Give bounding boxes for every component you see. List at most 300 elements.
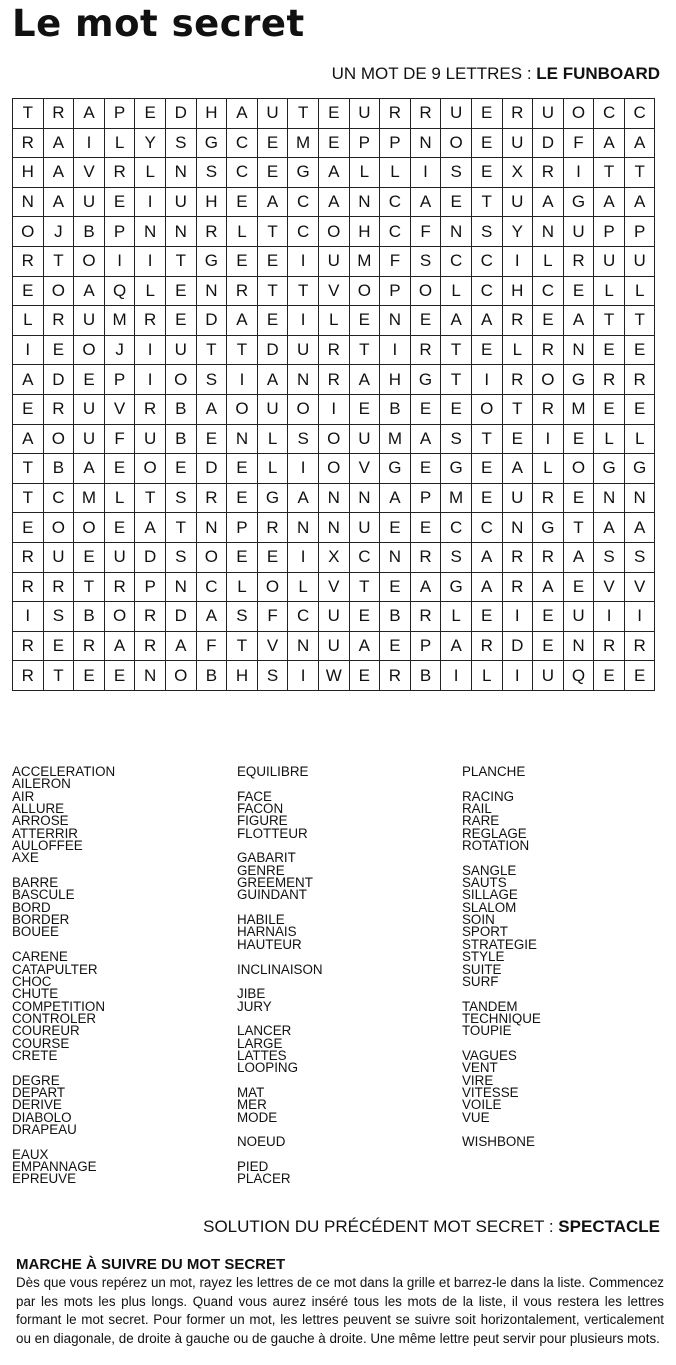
grid-cell[interactable]: E	[594, 335, 625, 365]
grid-cell[interactable]: N	[227, 424, 258, 454]
grid-cell[interactable]: D	[196, 454, 227, 484]
word-list-item[interactable]: MER	[237, 1097, 267, 1113]
grid-cell[interactable]: U	[441, 99, 472, 129]
grid-cell[interactable]: L	[441, 602, 472, 632]
grid-cell[interactable]: E	[196, 424, 227, 454]
grid-cell[interactable]: N	[318, 513, 349, 543]
grid-cell[interactable]: D	[135, 542, 166, 572]
grid-cell[interactable]: I	[288, 306, 319, 336]
grid-cell[interactable]: B	[196, 661, 227, 691]
grid-cell[interactable]: U	[594, 246, 625, 276]
word-list-item[interactable]: CRETE	[12, 1047, 58, 1063]
grid-cell[interactable]: N	[165, 572, 196, 602]
grid-cell[interactable]: N	[318, 483, 349, 513]
grid-cell[interactable]: O	[227, 394, 258, 424]
grid-cell[interactable]: E	[410, 454, 441, 484]
grid-cell[interactable]: P	[594, 217, 625, 247]
grid-cell[interactable]: U	[74, 424, 105, 454]
grid-cell[interactable]: A	[533, 572, 564, 602]
grid-cell[interactable]: D	[502, 631, 533, 661]
grid-cell[interactable]: C	[624, 99, 655, 129]
grid-cell[interactable]: T	[349, 335, 380, 365]
grid-cell[interactable]: S	[410, 246, 441, 276]
grid-cell[interactable]: L	[502, 335, 533, 365]
grid-cell[interactable]: A	[43, 187, 74, 217]
grid-cell[interactable]: R	[563, 246, 594, 276]
word-list-item[interactable]: FACE	[237, 788, 272, 804]
grid-cell[interactable]: L	[288, 572, 319, 602]
grid-cell[interactable]: N	[441, 217, 472, 247]
grid-cell[interactable]: A	[441, 306, 472, 336]
grid-cell[interactable]: A	[441, 631, 472, 661]
grid-cell[interactable]: E	[43, 335, 74, 365]
grid-cell[interactable]: I	[135, 187, 166, 217]
grid-cell[interactable]: M	[380, 424, 411, 454]
grid-cell[interactable]: R	[74, 631, 105, 661]
grid-cell[interactable]: E	[441, 187, 472, 217]
grid-cell[interactable]: L	[533, 454, 564, 484]
grid-cell[interactable]: C	[471, 246, 502, 276]
grid-cell[interactable]: A	[624, 128, 655, 158]
grid-cell[interactable]: H	[227, 661, 258, 691]
grid-cell[interactable]: M	[563, 394, 594, 424]
grid-cell[interactable]: C	[288, 187, 319, 217]
grid-cell[interactable]: N	[563, 335, 594, 365]
grid-cell[interactable]: T	[196, 335, 227, 365]
grid-cell[interactable]: A	[349, 631, 380, 661]
grid-cell[interactable]: E	[471, 602, 502, 632]
grid-cell[interactable]: U	[349, 513, 380, 543]
grid-cell[interactable]: B	[410, 661, 441, 691]
grid-cell[interactable]: U	[349, 99, 380, 129]
grid-cell[interactable]: A	[74, 454, 105, 484]
word-list-item[interactable]: COUREUR	[12, 1023, 80, 1039]
grid-cell[interactable]: N	[594, 483, 625, 513]
grid-cell[interactable]: P	[380, 128, 411, 158]
grid-cell[interactable]: F	[410, 217, 441, 247]
grid-cell[interactable]: E	[533, 602, 564, 632]
grid-cell[interactable]: S	[165, 128, 196, 158]
grid-cell[interactable]: R	[533, 158, 564, 188]
grid-cell[interactable]: E	[227, 454, 258, 484]
word-list-item[interactable]: VUE	[462, 1109, 490, 1125]
grid-cell[interactable]: R	[502, 542, 533, 572]
grid-cell[interactable]: N	[196, 276, 227, 306]
grid-cell[interactable]: P	[410, 631, 441, 661]
grid-cell[interactable]: A	[380, 483, 411, 513]
grid-cell[interactable]: E	[74, 365, 105, 395]
word-list-item[interactable]: WISHBONE	[462, 1134, 535, 1150]
grid-cell[interactable]: I	[288, 542, 319, 572]
grid-cell[interactable]: L	[318, 306, 349, 336]
grid-cell[interactable]: G	[410, 365, 441, 395]
word-list-item[interactable]: FLOTTEUR	[237, 825, 308, 841]
grid-cell[interactable]: C	[380, 217, 411, 247]
word-list-item[interactable]: SPORT	[462, 924, 508, 940]
grid-cell[interactable]: O	[74, 246, 105, 276]
grid-cell[interactable]: N	[165, 217, 196, 247]
grid-cell[interactable]: H	[380, 365, 411, 395]
word-list-item[interactable]: CARENE	[12, 949, 68, 965]
grid-cell[interactable]: L	[257, 424, 288, 454]
word-list-item[interactable]: NOEUD	[237, 1134, 286, 1150]
grid-cell[interactable]: G	[563, 187, 594, 217]
grid-cell[interactable]: E	[533, 631, 564, 661]
grid-cell[interactable]: T	[502, 394, 533, 424]
grid-cell[interactable]: A	[533, 187, 564, 217]
grid-cell[interactable]: E	[257, 542, 288, 572]
grid-cell[interactable]: A	[410, 424, 441, 454]
grid-cell[interactable]: T	[594, 158, 625, 188]
word-list-item[interactable]: SOIN	[462, 912, 495, 928]
grid-cell[interactable]: E	[563, 276, 594, 306]
grid-cell[interactable]: R	[104, 158, 135, 188]
grid-cell[interactable]: R	[135, 306, 166, 336]
grid-cell[interactable]: P	[104, 99, 135, 129]
word-list-item[interactable]: HARNAIS	[237, 924, 297, 940]
grid-cell[interactable]: C	[288, 217, 319, 247]
grid-cell[interactable]: E	[471, 158, 502, 188]
grid-cell[interactable]: T	[288, 276, 319, 306]
word-list-item[interactable]: EPREUVE	[12, 1171, 76, 1187]
grid-cell[interactable]: T	[471, 424, 502, 454]
grid-cell[interactable]: C	[471, 513, 502, 543]
word-list-item[interactable]: AULOFFEE	[12, 838, 83, 854]
grid-cell[interactable]: H	[13, 158, 44, 188]
word-list-item[interactable]: SILLAGE	[462, 887, 518, 903]
grid-cell[interactable]: E	[471, 99, 502, 129]
grid-cell[interactable]: B	[165, 394, 196, 424]
grid-cell[interactable]: N	[380, 542, 411, 572]
grid-cell[interactable]: S	[196, 158, 227, 188]
grid-cell[interactable]: N	[533, 217, 564, 247]
grid-cell[interactable]: A	[227, 99, 258, 129]
grid-cell[interactable]: O	[165, 365, 196, 395]
word-list-item[interactable]: VENT	[462, 1060, 498, 1076]
grid-cell[interactable]: P	[104, 217, 135, 247]
grid-cell[interactable]: B	[380, 394, 411, 424]
word-list-item[interactable]: BORDER	[12, 912, 70, 928]
word-list-item[interactable]: MAT	[237, 1084, 265, 1100]
word-list-item[interactable]: TOUPIE	[462, 1023, 512, 1039]
grid-cell[interactable]: A	[318, 158, 349, 188]
grid-cell[interactable]: U	[165, 187, 196, 217]
word-list-item[interactable]: CONTROLER	[12, 1010, 97, 1026]
grid-cell[interactable]: A	[104, 631, 135, 661]
grid-cell[interactable]: E	[349, 661, 380, 691]
grid-cell[interactable]: U	[502, 128, 533, 158]
grid-cell[interactable]: I	[624, 602, 655, 632]
grid-cell[interactable]: Q	[104, 276, 135, 306]
grid-cell[interactable]: R	[533, 542, 564, 572]
grid-cell[interactable]: R	[471, 631, 502, 661]
grid-cell[interactable]: R	[13, 128, 44, 158]
grid-cell[interactable]: E	[410, 306, 441, 336]
word-list-item[interactable]: VIRE	[462, 1072, 494, 1088]
grid-cell[interactable]: E	[74, 661, 105, 691]
grid-cell[interactable]: I	[594, 602, 625, 632]
grid-cell[interactable]: T	[441, 335, 472, 365]
grid-cell[interactable]: W	[318, 661, 349, 691]
grid-cell[interactable]: A	[165, 631, 196, 661]
grid-cell[interactable]: R	[227, 276, 258, 306]
grid-cell[interactable]: U	[104, 542, 135, 572]
grid-cell[interactable]: E	[624, 335, 655, 365]
grid-cell[interactable]: E	[624, 394, 655, 424]
word-list-item[interactable]: DEGRE	[12, 1072, 60, 1088]
grid-cell[interactable]: Y	[135, 128, 166, 158]
grid-cell[interactable]: F	[563, 128, 594, 158]
grid-cell[interactable]: E	[13, 276, 44, 306]
word-list-item[interactable]: AIR	[12, 788, 35, 804]
grid-cell[interactable]: J	[104, 335, 135, 365]
grid-cell[interactable]: N	[165, 158, 196, 188]
grid-cell[interactable]: R	[196, 217, 227, 247]
grid-cell[interactable]: E	[318, 99, 349, 129]
grid-cell[interactable]: C	[43, 483, 74, 513]
grid-cell[interactable]: E	[227, 187, 258, 217]
grid-cell[interactable]: U	[74, 394, 105, 424]
grid-cell[interactable]: I	[563, 158, 594, 188]
word-list-item[interactable]: BARRE	[12, 875, 59, 891]
grid-cell[interactable]: E	[624, 661, 655, 691]
grid-cell[interactable]: E	[104, 513, 135, 543]
grid-cell[interactable]: R	[43, 306, 74, 336]
grid-cell[interactable]: A	[43, 158, 74, 188]
grid-cell[interactable]: R	[502, 365, 533, 395]
grid-cell[interactable]: A	[227, 306, 258, 336]
grid-cell[interactable]: U	[533, 661, 564, 691]
grid-cell[interactable]: U	[74, 306, 105, 336]
grid-cell[interactable]: H	[196, 187, 227, 217]
grid-cell[interactable]: E	[227, 542, 258, 572]
grid-cell[interactable]: O	[410, 276, 441, 306]
grid-cell[interactable]: U	[318, 246, 349, 276]
grid-cell[interactable]: R	[13, 246, 44, 276]
grid-cell[interactable]: A	[563, 306, 594, 336]
grid-cell[interactable]: U	[257, 394, 288, 424]
grid-cell[interactable]: L	[257, 454, 288, 484]
grid-cell[interactable]: A	[410, 187, 441, 217]
word-list-item[interactable]: PLACER	[237, 1171, 291, 1187]
word-list-item[interactable]: ALLURE	[12, 801, 65, 817]
grid-cell[interactable]: E	[257, 158, 288, 188]
grid-cell[interactable]: A	[196, 394, 227, 424]
grid-cell[interactable]: T	[43, 246, 74, 276]
grid-cell[interactable]: P	[380, 276, 411, 306]
grid-cell[interactable]: U	[318, 602, 349, 632]
grid-cell[interactable]: E	[227, 483, 258, 513]
grid-cell[interactable]: G	[441, 454, 472, 484]
word-list-item[interactable]: CATAPULTER	[12, 961, 98, 977]
grid-cell[interactable]: N	[288, 513, 319, 543]
word-list-item[interactable]: CHUTE	[12, 986, 59, 1002]
grid-cell[interactable]: O	[533, 365, 564, 395]
grid-cell[interactable]: L	[441, 276, 472, 306]
word-list-item[interactable]: LANCER	[237, 1023, 292, 1039]
grid-cell[interactable]: E	[349, 306, 380, 336]
grid-cell[interactable]: T	[441, 365, 472, 395]
grid-cell[interactable]: R	[196, 483, 227, 513]
grid-cell[interactable]: G	[257, 483, 288, 513]
grid-cell[interactable]: T	[624, 306, 655, 336]
grid-cell[interactable]: N	[563, 631, 594, 661]
grid-cell[interactable]: F	[257, 602, 288, 632]
grid-cell[interactable]: R	[13, 631, 44, 661]
grid-cell[interactable]: T	[43, 661, 74, 691]
grid-cell[interactable]: L	[624, 276, 655, 306]
word-list-item[interactable]: MODE	[237, 1109, 278, 1125]
grid-cell[interactable]: U	[257, 99, 288, 129]
word-list-item[interactable]: BORD	[12, 899, 51, 915]
grid-cell[interactable]: L	[624, 424, 655, 454]
grid-cell[interactable]: E	[257, 246, 288, 276]
grid-cell[interactable]: R	[380, 99, 411, 129]
grid-cell[interactable]: O	[43, 424, 74, 454]
grid-cell[interactable]: O	[257, 572, 288, 602]
grid-cell[interactable]: R	[502, 99, 533, 129]
grid-cell[interactable]: G	[196, 246, 227, 276]
grid-cell[interactable]: T	[165, 513, 196, 543]
grid-cell[interactable]: I	[135, 335, 166, 365]
grid-cell[interactable]: E	[227, 246, 258, 276]
grid-cell[interactable]: B	[380, 602, 411, 632]
grid-cell[interactable]: I	[410, 158, 441, 188]
grid-cell[interactable]: R	[624, 631, 655, 661]
grid-cell[interactable]: P	[135, 572, 166, 602]
grid-cell[interactable]: R	[624, 365, 655, 395]
grid-cell[interactable]: D	[196, 306, 227, 336]
grid-cell[interactable]: F	[196, 631, 227, 661]
word-list-item[interactable]: BOUEE	[12, 924, 59, 940]
grid-cell[interactable]: E	[257, 306, 288, 336]
grid-cell[interactable]: T	[257, 217, 288, 247]
grid-cell[interactable]: N	[624, 483, 655, 513]
grid-cell[interactable]: E	[594, 394, 625, 424]
grid-cell[interactable]: G	[380, 454, 411, 484]
grid-cell[interactable]: M	[288, 128, 319, 158]
grid-cell[interactable]: N	[380, 306, 411, 336]
grid-cell[interactable]: T	[594, 306, 625, 336]
word-list-item[interactable]: VAGUES	[462, 1047, 517, 1063]
word-list-item[interactable]: COURSE	[12, 1035, 70, 1051]
grid-cell[interactable]: U	[74, 187, 105, 217]
grid-cell[interactable]: H	[196, 99, 227, 129]
grid-cell[interactable]: R	[410, 335, 441, 365]
word-list-item[interactable]: STYLE	[462, 949, 505, 965]
word-list-item[interactable]: GUINDANT	[237, 887, 307, 903]
grid-cell[interactable]: E	[594, 661, 625, 691]
word-list-item[interactable]: DERIVE	[12, 1097, 62, 1113]
word-list-item[interactable]: HABILE	[237, 912, 285, 928]
grid-cell[interactable]: E	[74, 542, 105, 572]
grid-cell[interactable]: R	[594, 365, 625, 395]
grid-cell[interactable]: P	[349, 128, 380, 158]
grid-cell[interactable]: O	[563, 99, 594, 129]
grid-cell[interactable]: X	[502, 158, 533, 188]
grid-cell[interactable]: D	[257, 335, 288, 365]
grid-cell[interactable]: R	[13, 572, 44, 602]
grid-cell[interactable]: A	[257, 365, 288, 395]
grid-cell[interactable]: L	[471, 661, 502, 691]
word-list-item[interactable]: HAUTEUR	[237, 936, 302, 952]
word-list-item[interactable]: EMPANNAGE	[12, 1159, 97, 1174]
grid-cell[interactable]: A	[318, 187, 349, 217]
grid-cell[interactable]: E	[43, 631, 74, 661]
grid-cell[interactable]: R	[43, 572, 74, 602]
grid-cell[interactable]: T	[13, 483, 44, 513]
grid-cell[interactable]: R	[13, 542, 44, 572]
grid-cell[interactable]: R	[502, 572, 533, 602]
grid-cell[interactable]: I	[13, 602, 44, 632]
grid-cell[interactable]: A	[410, 572, 441, 602]
grid-cell[interactable]: C	[380, 187, 411, 217]
grid-cell[interactable]: U	[135, 424, 166, 454]
grid-cell[interactable]: E	[471, 454, 502, 484]
grid-cell[interactable]: H	[502, 276, 533, 306]
grid-cell[interactable]: U	[43, 542, 74, 572]
grid-cell[interactable]: N	[349, 187, 380, 217]
grid-cell[interactable]: V	[318, 572, 349, 602]
grid-cell[interactable]: M	[104, 306, 135, 336]
word-list-item[interactable]: GENRE	[237, 862, 285, 878]
grid-cell[interactable]: C	[441, 513, 472, 543]
grid-cell[interactable]: S	[43, 602, 74, 632]
grid-cell[interactable]: U	[318, 631, 349, 661]
grid-cell[interactable]: V	[349, 454, 380, 484]
word-list-item[interactable]: GREEMENT	[237, 875, 313, 891]
word-list-item[interactable]: STRATEGIE	[462, 936, 537, 952]
grid-cell[interactable]: R	[318, 365, 349, 395]
grid-cell[interactable]: F	[104, 424, 135, 454]
grid-cell[interactable]: U	[288, 335, 319, 365]
grid-cell[interactable]: R	[104, 572, 135, 602]
word-list-item[interactable]: ACCELERATION	[12, 764, 116, 779]
grid-cell[interactable]: E	[13, 394, 44, 424]
grid-cell[interactable]: S	[227, 602, 258, 632]
grid-cell[interactable]: A	[13, 424, 44, 454]
grid-cell[interactable]: V	[74, 158, 105, 188]
grid-cell[interactable]: O	[441, 128, 472, 158]
word-list-item[interactable]: TECHNIQUE	[462, 1010, 541, 1026]
grid-cell[interactable]: A	[594, 128, 625, 158]
grid-cell[interactable]: E	[380, 572, 411, 602]
grid-cell[interactable]: O	[135, 454, 166, 484]
grid-cell[interactable]: S	[441, 424, 472, 454]
grid-cell[interactable]: I	[135, 246, 166, 276]
word-list-item[interactable]: AXE	[12, 850, 39, 866]
grid-cell[interactable]: Y	[502, 217, 533, 247]
grid-cell[interactable]: R	[13, 661, 44, 691]
grid-cell[interactable]: N	[135, 661, 166, 691]
grid-cell[interactable]: P	[624, 217, 655, 247]
word-list-item[interactable]: SAUTS	[462, 875, 507, 891]
word-list-item[interactable]: SURF	[462, 973, 499, 989]
grid-cell[interactable]: T	[257, 276, 288, 306]
grid-cell[interactable]: E	[104, 187, 135, 217]
grid-cell[interactable]: N	[288, 631, 319, 661]
grid-cell[interactable]: L	[227, 217, 258, 247]
word-list-item[interactable]: PLANCHE	[462, 764, 526, 779]
grid-cell[interactable]: R	[410, 99, 441, 129]
grid-cell[interactable]: R	[533, 394, 564, 424]
word-list-item[interactable]: LOOPING	[237, 1060, 299, 1076]
grid-cell[interactable]: D	[165, 99, 196, 129]
grid-cell[interactable]: O	[165, 661, 196, 691]
word-list-item[interactable]: EAUX	[12, 1146, 49, 1162]
grid-cell[interactable]: T	[13, 454, 44, 484]
grid-cell[interactable]: G	[441, 572, 472, 602]
